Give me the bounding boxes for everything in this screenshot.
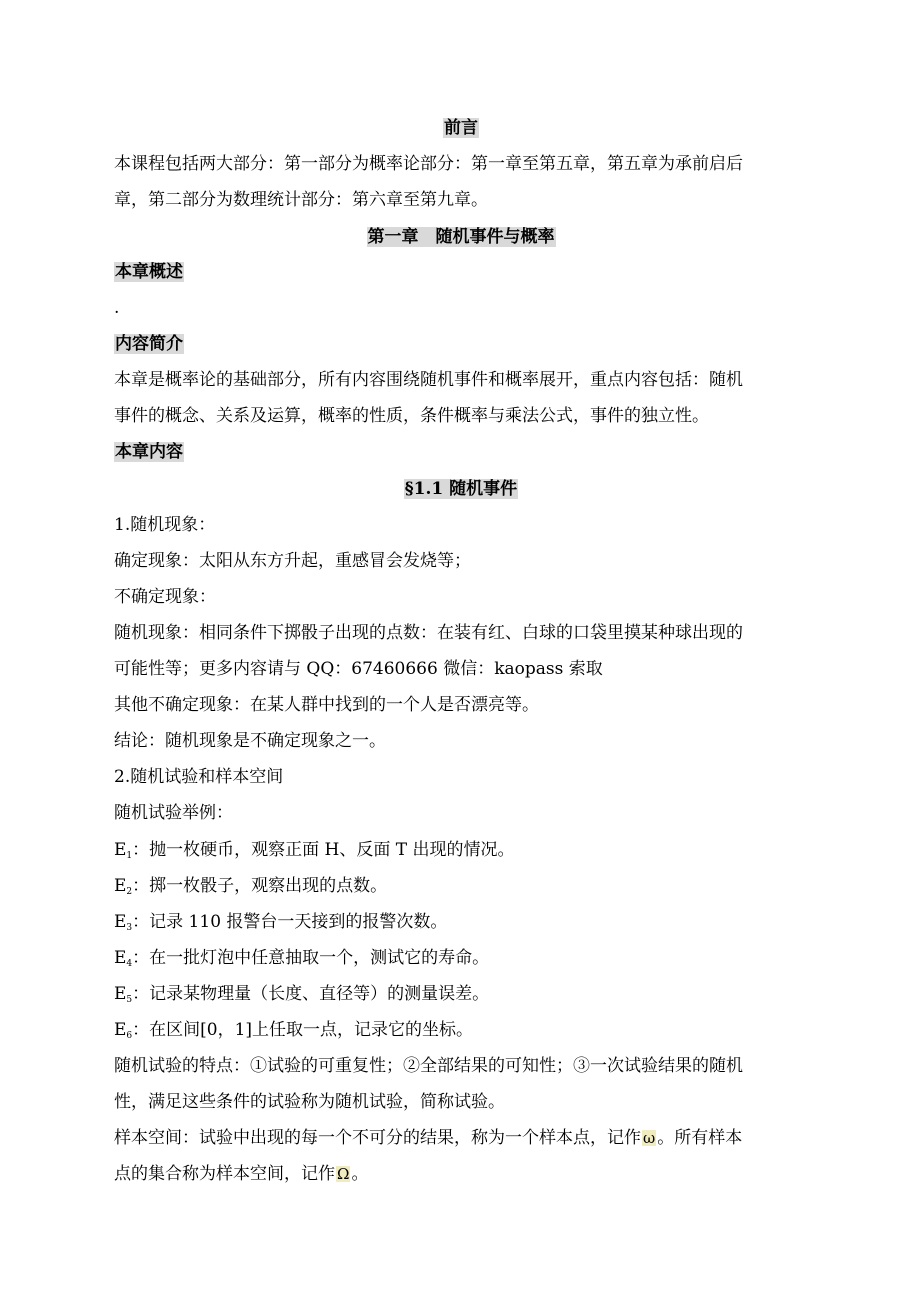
body-line-6: 其他不确定现象：在某人群中找到的一个人是否漂亮等。 [114,695,539,715]
omega-big-symbol: Ω [337,1165,350,1183]
body-line-8: 2.随机试验和样本空间 [114,767,284,787]
content-heading: 本章内容 [115,442,183,462]
body-line-5: 可能性等；更多内容请与 QQ：67460666 微信：kaopass 索取 [114,659,603,679]
body-line-2: 确定现象：太阳从东方升起，重感冒会发烧等； [114,551,471,571]
experiment-e4: E4：在一批灯泡中任意抽取一个，测试它的寿命。 [114,948,490,969]
features-line-2: 性，满足这些条件的试验称为随机试验，简称试验。 [114,1092,505,1112]
experiment-e6: E6：在区间[0，1]上任取一点，记录它的坐标。 [114,1020,474,1041]
experiment-e2: E2：掷一枚骰子，观察出现的点数。 [114,876,388,897]
summary-line-2: 事件的概念、关系及运算，概率的性质，条件概率与乘法公式，事件的独立性。 [114,406,709,426]
body-line-3: 不确定现象： [114,587,216,607]
summary-line-1: 本章是概率论的基础部分，所有内容围绕随机事件和概率展开，重点内容包括：随机 [114,370,743,390]
chapter-title: 第一章 随机事件与概率 [367,227,555,247]
experiment-e1: E1：抛一枚硬币，观察正面 H、反面 T 出现的情况。 [114,840,515,861]
experiment-e5: E5：记录某物理量（长度、直径等）的测量误差。 [114,984,490,1005]
body-line-7: 结论：随机现象是不确定现象之一。 [114,731,386,751]
sample-line-1: 样本空间：试验中出现的每一个不可分的结果，称为一个样本点，记作 ω 。所有样本 [114,1128,743,1148]
body-line-4: 随机现象：相同条件下掷骰子出现的点数：在装有红、白球的口袋里摸某种球出现的 [114,623,743,643]
preface-line-1: 本课程包括两大部分：第一部分为概率论部分：第一章至第五章，第五章为承前启后 [114,154,743,174]
overview-heading: 本章概述 [115,262,183,282]
sample-line-2: 点的集合称为样本空间，记作 Ω 。 [114,1164,369,1184]
experiment-e3: E3：记录 110 报警台一天接到的报警次数。 [114,912,448,933]
body-line-1: 1.随机现象： [114,515,216,535]
summary-heading: 内容简介 [115,334,183,354]
body-line-9: 随机试验举例： [114,803,233,823]
overview-dot: . [114,298,120,318]
features-line-1: 随机试验的特点：①试验的可重复性；②全部结果的可知性；③一次试验结果的随机 [114,1056,743,1076]
section-title: §1.1 随机事件 [404,479,518,499]
preface-line-2: 章，第二部分为数理统计部分：第六章至第九章。 [114,190,488,210]
omega-small-symbol: ω [643,1129,656,1147]
preface-title: 前言 [444,118,478,138]
